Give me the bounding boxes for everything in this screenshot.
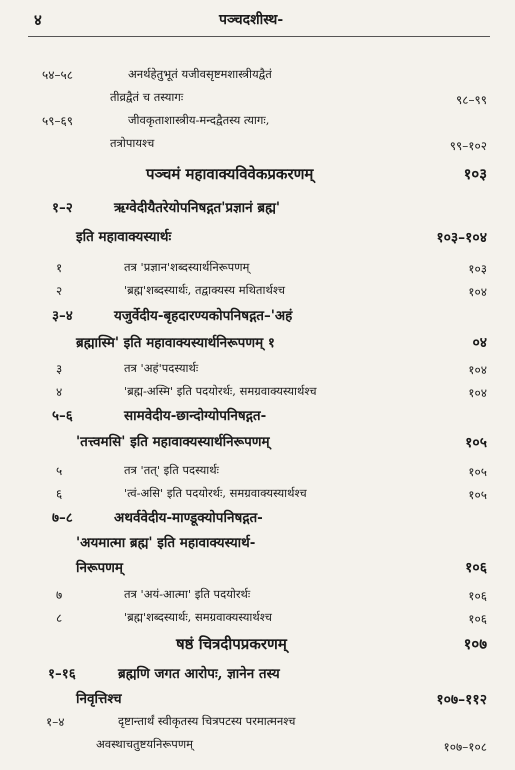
section-heading: पञ्चमं महावाक्यविवेकप्रकरणम्	[146, 165, 314, 183]
section-page-ref: १०३	[463, 165, 487, 183]
entry-text: इति महावाक्यस्यार्थः	[76, 229, 172, 245]
entry-page-ref: १०६	[468, 589, 487, 603]
entry-number: ५	[56, 464, 63, 478]
entry-text: तत्रोपायश्च	[110, 136, 155, 150]
entry-number: ४	[56, 385, 63, 399]
entry-text: अवस्थाचतुष्टयनिरूपणम्	[96, 737, 194, 751]
entry-number: ५४–५८	[42, 68, 73, 82]
entry-page-ref: १०५	[468, 488, 487, 502]
entry-number: १	[56, 261, 63, 275]
entry-text: तत्र 'प्रज्ञान'शब्दस्यार्थनिरूपणम्	[124, 260, 250, 274]
entry-page-ref: १०५	[468, 465, 487, 479]
entry-text: तीव्रद्वैतं च तस्यागः	[110, 90, 184, 104]
entry-page-ref: १०३	[468, 262, 487, 276]
entry-text: निवृत्तिश्च	[76, 691, 122, 707]
entry-text: अनर्थहेतुभूतं यजीवसृष्टमशास्त्रीयद्वैतं	[128, 67, 272, 81]
entry-page-ref: १०३–१०४	[436, 230, 487, 246]
entry-number: १–२	[52, 200, 73, 216]
running-title: पञ्चदशीस्थ-	[219, 12, 284, 28]
entry-text: ब्रह्मणि जगत आरोपः, ज्ञानेन तस्य	[118, 666, 280, 682]
entry-number: १–१६	[48, 666, 76, 682]
entry-text: सामवेदीय-छान्दोग्योपनिषद्गत-	[124, 408, 267, 424]
entry-text: तत्र 'अयं-आत्मा' इति पदयोरर्थः	[124, 587, 251, 601]
entry-text: 'ब्रह्म'शब्दस्यार्थः, समग्रवाक्यस्यार्थश्च	[124, 610, 272, 624]
entry-number: ८	[56, 611, 63, 625]
entry-text: 'तत्त्वमसि' इति महावाक्यस्यार्थनिरूपणम्	[76, 434, 270, 450]
section-heading: षष्ठं चित्रदीपप्रकरणम्	[176, 635, 287, 653]
entry-number: ३	[56, 362, 63, 376]
entry-text: 'ब्रह्म-अस्मि' इति पदयोरर्थः, समग्रवाक्यस्यार्थश्च	[124, 384, 317, 398]
entry-page-ref: १०७–१०८	[443, 740, 487, 754]
entry-text: ब्रह्मास्मि' इति महावाक्यस्यार्थनिरूपणम् १	[76, 335, 275, 351]
entry-number: ६	[56, 487, 63, 501]
header-rule	[28, 36, 490, 37]
entry-text: 'अयमात्मा ब्रह्म' इति महावाक्यस्यार्थ-	[76, 535, 256, 551]
entry-text: दृष्टान्तार्थं स्वीकृतस्य चित्रपटस्य परमात्मनश्च	[118, 714, 296, 728]
entry-page-ref: ०४	[472, 335, 487, 351]
section-page-ref: १०७	[463, 635, 487, 653]
entry-page-ref: ९८–९९	[456, 93, 487, 107]
entry-page-ref: १०४	[468, 285, 487, 299]
entry-number: ७	[56, 588, 63, 602]
entry-page-ref: १०६	[465, 560, 487, 576]
entry-number: ७–८	[52, 510, 73, 526]
entry-page-ref: १०५	[465, 435, 487, 451]
entry-number: २	[56, 284, 63, 298]
entry-text: तत्र 'अहं'पदस्यार्थः	[124, 361, 199, 375]
entry-page-ref: १०४	[468, 363, 487, 377]
entry-page-ref: १०४	[468, 386, 487, 400]
entry-text: तत्र 'तत्' इति पदस्यार्थः	[124, 463, 219, 477]
page-number: ४	[34, 11, 42, 29]
entry-page-ref: १०६	[468, 612, 487, 626]
entry-page-ref: १०७–११२	[436, 692, 487, 708]
entry-page-ref: ९९–१०२	[449, 139, 487, 153]
entry-text: जीवकृताशास्त्रीय-मन्दद्वैतस्य त्यागः,	[128, 113, 270, 127]
entry-number: ५९–६९	[42, 114, 73, 128]
entry-number: ३–४	[52, 308, 73, 324]
entry-text: 'ब्रह्म'शब्दस्यार्थः, तद्वाक्यस्य मथितार्थश्च	[124, 283, 286, 297]
entry-text: यजुर्वेदीय-बृहदारण्यकोपनिषद्गत–'अहं	[114, 308, 293, 324]
entry-number: १–४	[46, 715, 65, 729]
entry-text: ऋग्वेदीयैतरेयोपनिषद्गत'प्रज्ञानं ब्रह्म'	[114, 200, 281, 216]
entry-text: निरूपणम्	[76, 560, 123, 576]
entry-text: अथर्ववेदीय-माण्डूक्योपनिषद्गत-	[114, 510, 263, 526]
entry-number: ५–६	[52, 408, 73, 424]
entry-text: 'त्वं-असि' इति पदयोरर्थः, समग्रवाक्यस्यार्थश्च	[124, 486, 307, 500]
